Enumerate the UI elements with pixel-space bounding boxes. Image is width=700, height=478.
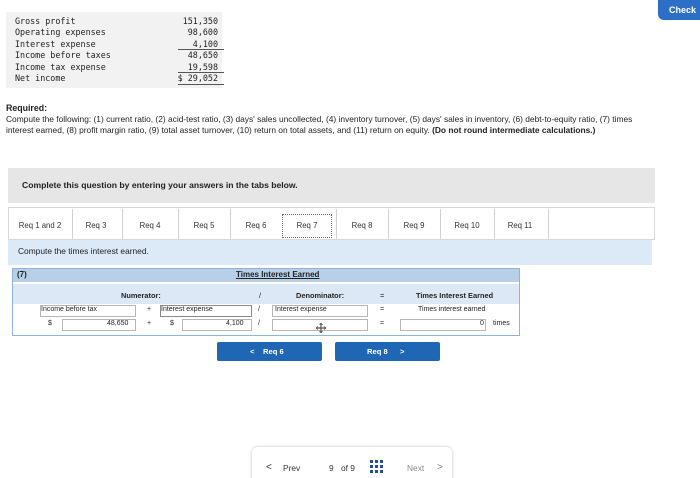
- statement-row: [6, 73, 222, 84]
- result-value: 0: [480, 320, 484, 327]
- statement-label: Income tax expense: [15, 61, 106, 72]
- equals-sign: =: [380, 320, 385, 327]
- tab-separator: [388, 209, 389, 239]
- header-slash: /: [259, 291, 262, 300]
- tab-separator: [548, 209, 549, 239]
- chevron-right-icon[interactable]: >: [437, 462, 443, 473]
- tab-req-11[interactable]: Req 11: [507, 221, 533, 230]
- grid-view-icon[interactable]: [370, 460, 383, 473]
- statement-value: 48,650: [187, 50, 218, 61]
- statement-value: 19,598: [187, 61, 218, 72]
- tab-req-5[interactable]: Req 5: [193, 221, 215, 230]
- statement-rule: [178, 84, 224, 85]
- next-req-button[interactable]: [335, 342, 440, 361]
- statement-label: Gross profit: [15, 16, 76, 26]
- prev-page-button[interactable]: Prev: [283, 463, 301, 473]
- tab-separator: [122, 209, 123, 239]
- required-title: Required:: [6, 103, 48, 113]
- tab-req-7[interactable]: Req 7: [282, 214, 332, 238]
- interest-expense-value: 4,100: [226, 320, 244, 327]
- statement-label: Interest expense: [15, 38, 96, 49]
- tab-separator: [494, 209, 495, 239]
- result-unit: times: [493, 320, 510, 327]
- slash-sign: /: [258, 320, 260, 327]
- grid-number: (7): [17, 270, 27, 279]
- current-page: 9: [329, 463, 334, 473]
- chevron-left-icon[interactable]: <: [266, 462, 272, 473]
- statement-value: 151,350: [182, 16, 218, 26]
- tab-separator: [72, 209, 73, 239]
- tab-separator: [336, 209, 337, 239]
- statement-rule: [178, 72, 224, 73]
- tab-req-9[interactable]: Req 9: [403, 221, 425, 230]
- result-item-label: Times interest earned: [418, 306, 486, 313]
- chevron-left-icon: <: [250, 347, 255, 356]
- result-label: Times Interest Earned: [416, 291, 494, 300]
- income-before-tax-value: 48,650: [107, 320, 129, 327]
- slash-sign: /: [258, 306, 260, 313]
- tab-req-6[interactable]: Req 6: [245, 221, 267, 230]
- statement-value: 98,600: [187, 27, 218, 38]
- instruction-text: Complete this question by entering your answers in the tabs below.: [22, 180, 298, 190]
- required-emphasis: (Do not round intermediate calculations.): [432, 124, 596, 135]
- denominator-item-label: Interest expense: [275, 306, 327, 313]
- statement-label: Net income: [15, 72, 66, 83]
- subheading: Compute the times interest earned.: [18, 246, 149, 256]
- next-req-label: Req 8: [367, 347, 388, 356]
- income-before-tax-label: Income before tax: [41, 306, 98, 313]
- chevron-right-icon: >: [400, 347, 405, 356]
- required-text: [6, 114, 636, 135]
- prev-req-label: Req 6: [263, 347, 284, 356]
- statement-row: [6, 16, 222, 27]
- required-body: Compute the following: (1) current ratio, (2) acid-test ratio, (3) days' sales uncollected, (4) inventory turnover, (5) days' sales in inventory, (6) debt-to-equity ratio, (7) times interest earned, (8) profit margin ratio, (9) total asset turnover, (10) return on total assets, and (11) return on equity.: [6, 114, 633, 135]
- tab-req-8[interactable]: Req 8: [351, 221, 373, 230]
- tab-separator: [178, 209, 179, 239]
- statement-row: [6, 50, 222, 61]
- equals-sign: =: [380, 306, 385, 313]
- times-interest-earned-result[interactable]: [400, 319, 486, 331]
- denominator-label: Denominator:: [296, 291, 345, 300]
- statement-label: Operating expenses: [15, 27, 106, 38]
- currency-symbol: $: [48, 320, 52, 327]
- grid-title: Times Interest Earned: [236, 270, 320, 279]
- numerator-label: Numerator:: [121, 291, 161, 300]
- prev-req-button[interactable]: [217, 342, 322, 361]
- income-statement: [6, 12, 222, 88]
- interest-expense-label: Interest expense: [161, 306, 213, 313]
- tab-req-4[interactable]: Req 4: [139, 221, 161, 230]
- tab-req-10[interactable]: Req 10: [454, 221, 480, 230]
- cursor-icon: [316, 320, 326, 330]
- tab-separator: [230, 209, 231, 239]
- next-page-button[interactable]: Next: [407, 463, 425, 473]
- currency-symbol: $: [170, 320, 174, 327]
- statement-value: 4,100: [192, 38, 218, 49]
- statement-label: Income before taxes: [15, 50, 111, 61]
- check-button[interactable]: Check: [658, 0, 700, 20]
- statement-rule: [178, 49, 224, 50]
- tab-req-3[interactable]: Req 3: [85, 221, 107, 230]
- statement-value: $ 29,052: [177, 72, 218, 83]
- tab-separator: [440, 209, 441, 239]
- header-equals: =: [380, 291, 385, 300]
- plus-sign: +: [147, 320, 152, 327]
- tab-req-1-and-2[interactable]: Req 1 and 2: [18, 221, 62, 230]
- statement-row: [6, 27, 222, 38]
- page-count: of 9: [341, 463, 355, 473]
- plus-sign: +: [147, 306, 152, 313]
